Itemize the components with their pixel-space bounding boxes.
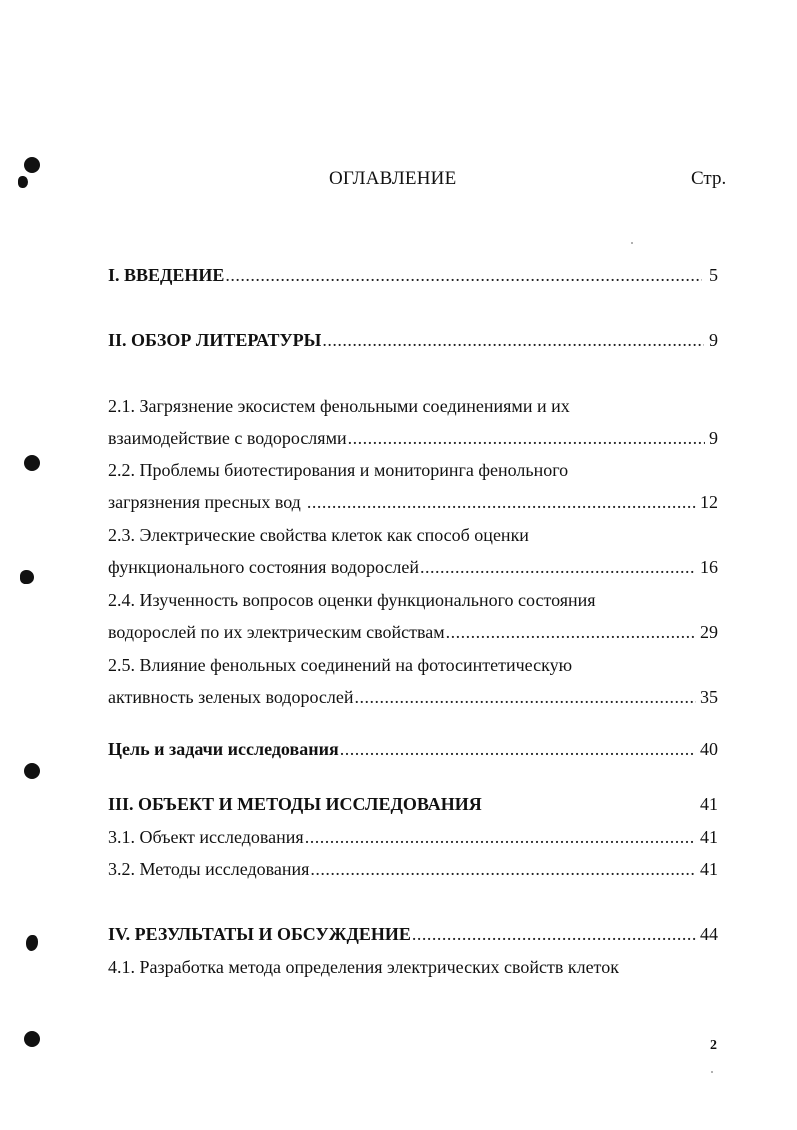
scan-speck <box>711 1071 713 1073</box>
toc-entry-2-5-line1: 2.5. Влияние фенольных соединений на фотосинтетическую <box>108 655 573 675</box>
toc-entry-2-3-line1: 2.3. Электрические свойства клеток как способ оценки <box>108 525 529 545</box>
toc-entry-title: функционального состояния водорослей <box>108 557 419 577</box>
toc-entry-page: 9 <box>709 428 718 448</box>
leader-dots <box>412 922 696 946</box>
toc-entry-title: Цель и задачи исследования <box>108 739 339 759</box>
toc-entry-title: 3.2. Методы исследования <box>108 859 310 879</box>
toc-entry-page: 41 <box>700 827 718 847</box>
leader-dots <box>322 328 704 352</box>
page-title: ОГЛАВЛЕНИЕ <box>329 168 457 189</box>
toc-entry-intro[interactable] <box>108 263 718 287</box>
punch-hole-mark <box>24 1031 40 1047</box>
toc-entry-page: 35 <box>700 687 718 707</box>
toc-entry-title: активность зеленых водорослей <box>108 687 354 707</box>
toc-entry-3-1[interactable] <box>108 825 718 849</box>
leader-dots <box>348 426 705 450</box>
toc-entry-page: 40 <box>700 739 718 759</box>
leader-dots <box>446 620 696 644</box>
toc-entry-2-5[interactable] <box>108 685 718 709</box>
toc-entry-aims[interactable] <box>108 737 718 761</box>
toc-entry-2-3[interactable] <box>108 555 718 579</box>
toc-entry-title: взаимодействие с водорослями <box>108 428 347 448</box>
toc-entry-2-2-line1: 2.2. Проблемы биотестирования и мониторинга фенольного <box>108 460 569 480</box>
toc-entry-title: I. ВВЕДЕНИЕ <box>108 265 225 285</box>
toc-entry-page: 44 <box>700 924 718 944</box>
toc-entry-2-4-line1: 2.4. Изученность вопросов оценки функционального состояния <box>108 590 596 610</box>
toc-entry-page: 9 <box>709 330 718 350</box>
leader-dots <box>307 490 696 514</box>
leader-dots <box>225 263 701 287</box>
leader-dots <box>310 857 696 881</box>
toc-entry-2-1-line1: 2.1. Загрязнение экосистем фенольными соединениями и их <box>108 396 570 416</box>
page-column-label: Стр. <box>691 168 727 189</box>
toc-entry-2-4[interactable] <box>108 620 718 644</box>
toc-entry-title: IV. РЕЗУЛЬТАТЫ И ОБСУЖДЕНИЕ <box>108 924 411 944</box>
toc-entry-title: водорослей по их электрическим свойствам <box>108 622 445 642</box>
leader-dots <box>420 555 696 579</box>
toc-entry-page: 29 <box>700 622 718 642</box>
toc-entry-title: III. ОБЪЕКТ И МЕТОДЫ ИССЛЕДОВАНИЯ <box>108 794 482 814</box>
toc-entry-4-1-line1: 4.1. Разработка метода определения электрических свойств клеток <box>108 957 619 977</box>
punch-hole-mark <box>20 570 34 584</box>
page-number: 2 <box>710 1038 717 1053</box>
toc-entry-title: загрязнения пресных вод <box>108 492 301 512</box>
toc-entry-title: II. ОБЗОР ЛИТЕРАТУРЫ <box>108 330 322 350</box>
toc-entry-page: 16 <box>700 557 718 577</box>
toc-entry-2-1[interactable] <box>108 426 718 450</box>
toc-entry-page: 5 <box>709 265 718 285</box>
toc-entry-2-2[interactable] <box>108 490 718 514</box>
leader-dots <box>355 685 697 709</box>
leader-dots <box>305 825 696 849</box>
toc-entry-page: 12 <box>700 492 718 512</box>
toc-entry-methods[interactable] <box>108 792 718 816</box>
punch-hole-mark <box>26 935 38 951</box>
toc-entry-results[interactable] <box>108 922 718 946</box>
toc-entry-title: 3.1. Объект исследования <box>108 827 304 847</box>
toc-entry-page: 41 <box>700 794 718 814</box>
punch-hole-mark <box>24 763 40 779</box>
punch-hole-mark <box>24 455 40 471</box>
toc-entry-3-2[interactable] <box>108 857 718 881</box>
leader-dots <box>340 737 696 761</box>
toc-entry-page: 41 <box>700 859 718 879</box>
toc-heading <box>0 168 797 192</box>
toc-entry-review[interactable] <box>108 328 718 352</box>
scan-speck <box>631 242 633 244</box>
